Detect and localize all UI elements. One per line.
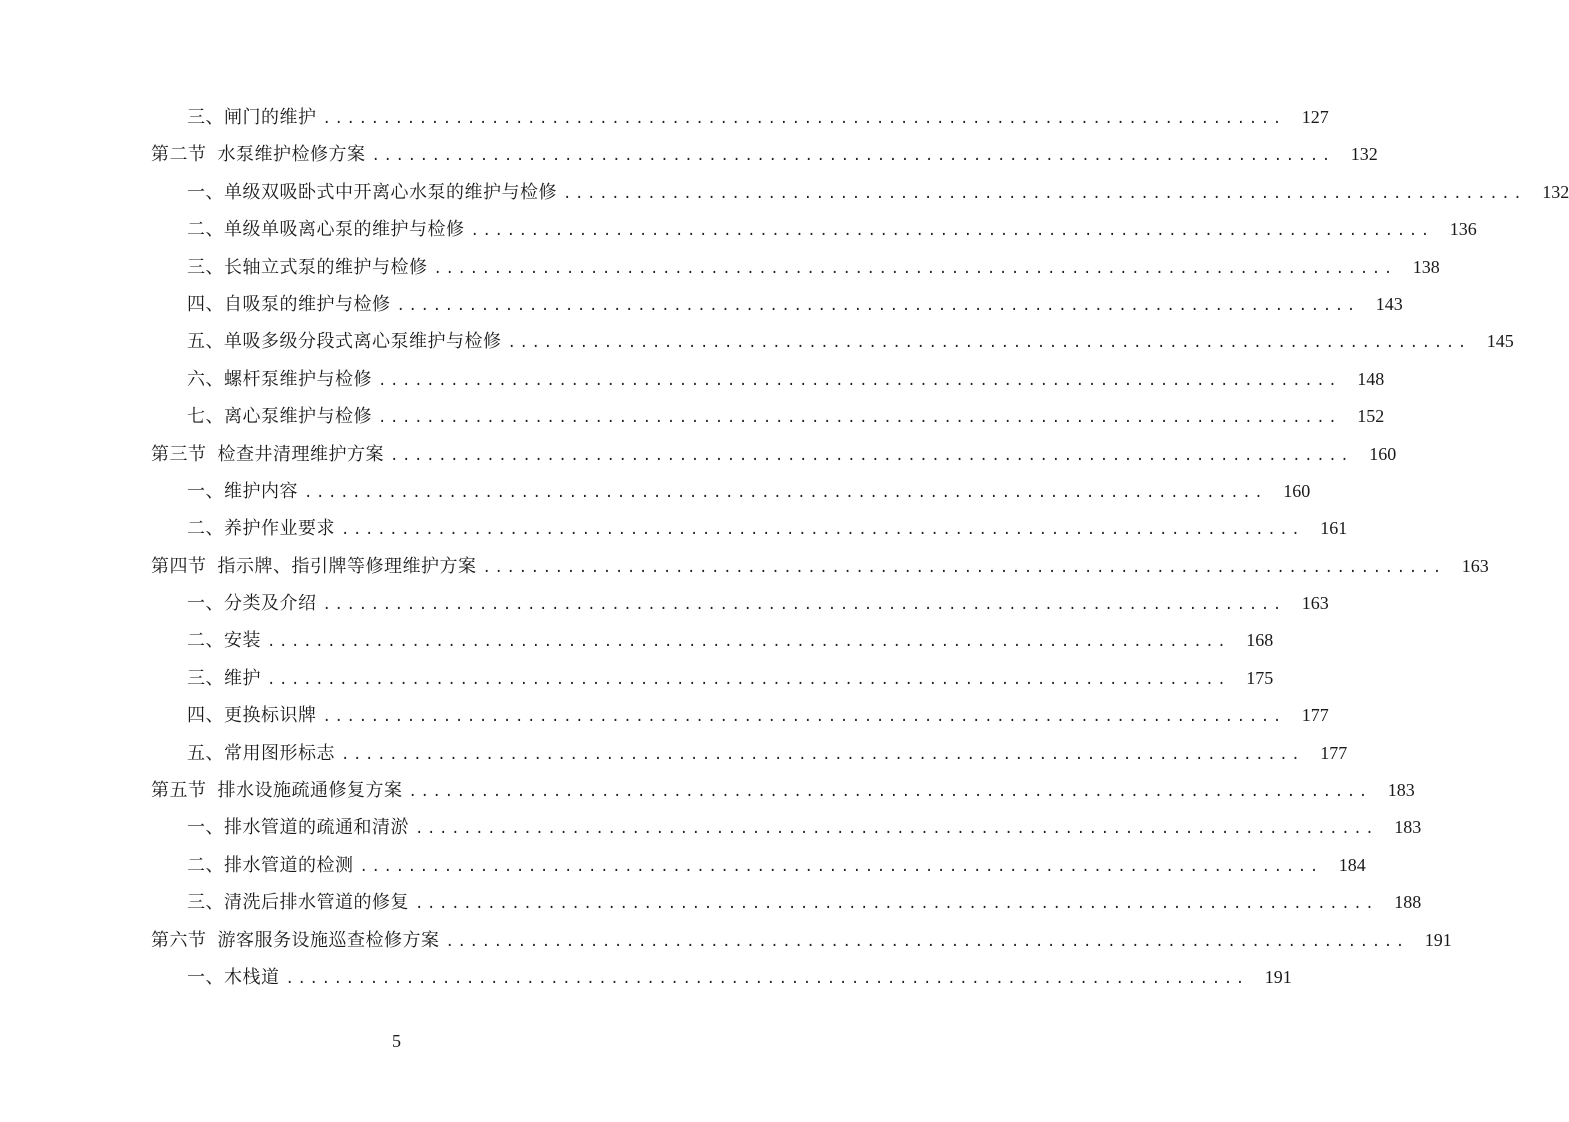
toc-dot-leader: ................................................................................ [267,671,1230,688]
toc-entry-title: 二、安装 [187,630,261,652]
toc-section-number: 第四节 [151,555,207,577]
toc-dot-leader: ................................................................................ [304,484,1267,501]
toc-entry-label [151,548,477,585]
toc-entry-title: 二、排水管道的检测 [187,854,354,876]
toc-dot-leader: ................................................................................ [415,821,1378,838]
toc-entry-label [187,361,372,398]
toc-subsection-entry[interactable] [0,361,1385,398]
toc-page-number: 160 [1369,443,1397,464]
toc-entry-title: 排水设施疏通修复方案 [217,780,403,802]
toc-entry-label [151,772,403,809]
toc-dot-leader: ................................................................................ [341,746,1304,763]
toc-page-number: 177 [1301,705,1329,726]
toc-page-number: 168 [1246,630,1274,651]
toc-page-number: 160 [1283,480,1311,501]
toc-page-number: 184 [1338,854,1366,875]
toc-subsection-entry[interactable] [0,585,1329,622]
toc-entry-title: 一、木栈道 [187,966,280,988]
toc-entry-title: 指示牌、指引牌等修理维护方案 [217,555,477,577]
toc-entry-title: 游客服务设施巡查检修方案 [217,929,440,951]
toc-entry-label [187,622,261,659]
toc-entry-title: 一、单级双吸卧式中开离心水泵的维护与检修 [187,181,557,203]
toc-dot-leader: ................................................................................ [378,372,1341,389]
toc-subsection-entry[interactable] [0,847,1366,884]
toc-entry-label [151,436,384,473]
toc-entry-title: 六、螺杆泵维护与检修 [187,368,372,390]
toc-subsection-entry[interactable] [0,622,1274,659]
toc-entry-title: 五、常用图形标志 [187,742,335,764]
toc-section-heading[interactable] [0,136,1378,173]
toc-entry-title: 五、单吸多级分段式离心泵维护与检修 [187,331,502,353]
toc-subsection-entry[interactable] [0,398,1385,435]
toc-page-number: 163 [1301,593,1329,614]
toc-entry-title: 四、自吸泵的维护与检修 [187,293,391,315]
toc-entry-label [187,884,409,921]
toc-dot-leader: ................................................................................ [341,522,1304,539]
toc-subsection-entry[interactable] [0,286,1403,323]
table-of-contents [0,99,1569,996]
toc-section-heading[interactable] [0,436,1397,473]
toc-page-number: 191 [1424,929,1452,950]
toc-section-number: 第六节 [151,929,207,951]
toc-page-number: 145 [1486,331,1514,352]
toc-dot-leader: ................................................................................ [433,260,1396,277]
toc-entry-title: 四、更换标识牌 [187,705,317,727]
toc-page-number: 191 [1264,966,1292,987]
toc-page-number: 152 [1357,406,1385,427]
toc-dot-leader: ................................................................................ [371,148,1334,165]
toc-entry-title: 三、维护 [187,667,261,689]
toc-page-number: 136 [1449,219,1477,240]
toc-dot-leader: ................................................................................ [322,709,1285,726]
toc-subsection-entry[interactable] [0,735,1348,772]
toc-subsection-entry[interactable] [0,473,1311,510]
toc-entry-title: 七、离心泵维护与检修 [187,406,372,428]
toc-dot-leader: ................................................................................ [507,335,1470,352]
toc-entry-title: 三、清洗后排水管道的修复 [187,892,409,914]
toc-subsection-entry[interactable] [0,323,1514,360]
toc-subsection-entry[interactable] [0,959,1292,996]
toc-entry-label [187,473,298,510]
toc-dot-leader: ................................................................................ [482,559,1445,576]
toc-entry-label [187,211,465,248]
toc-entry-title: 二、养护作业要求 [187,518,335,540]
toc-entry-label [187,735,335,772]
toc-subsection-entry[interactable] [0,174,1569,211]
toc-page-number: 163 [1461,555,1489,576]
toc-entry-label [187,585,317,622]
toc-subsection-entry[interactable] [0,510,1348,547]
toc-subsection-entry[interactable] [0,99,1329,136]
toc-dot-leader: ................................................................................ [378,410,1341,427]
toc-dot-leader: ................................................................................ [415,896,1378,913]
toc-entry-label [187,323,502,360]
toc-entry-label [187,398,372,435]
toc-subsection-entry[interactable] [0,884,1422,921]
toc-dot-leader: ................................................................................ [322,597,1285,614]
toc-entry-title: 水泵维护检修方案 [217,144,366,166]
toc-page-number: 183 [1394,817,1422,838]
toc-dot-leader: ................................................................................ [445,933,1408,950]
toc-dot-leader: ................................................................................ [390,447,1353,464]
toc-entry-label [187,660,261,697]
toc-entry-label [151,922,440,959]
toc-entry-label [187,286,391,323]
toc-entry-label [187,847,354,884]
toc-page-number: 148 [1357,368,1385,389]
toc-page-number: 161 [1320,518,1348,539]
toc-dot-leader: ................................................................................ [285,970,1248,987]
toc-page-number: 143 [1375,293,1403,314]
toc-subsection-entry[interactable] [0,809,1422,846]
toc-entry-label [187,697,317,734]
toc-entry-label [187,809,409,846]
toc-page-number: 132 [1542,181,1569,202]
toc-entry-title: 三、长轴立式泵的维护与检修 [187,256,428,278]
toc-section-number: 第二节 [151,144,207,166]
toc-page-number: 127 [1301,107,1329,127]
toc-entry-label [187,174,557,211]
toc-page-number: 188 [1394,892,1422,913]
toc-section-heading[interactable] [0,772,1415,809]
toc-subsection-entry[interactable] [0,697,1329,734]
toc-page-number: 132 [1350,144,1378,165]
toc-dot-leader: ................................................................................ [408,784,1371,801]
toc-entry-label [187,99,317,136]
toc-dot-leader: ................................................................................ [267,634,1230,651]
toc-page-number: 177 [1320,742,1348,763]
toc-page-number: 183 [1387,780,1415,801]
toc-entry-title: 一、分类及介绍 [187,593,317,615]
toc-dot-leader: ................................................................................ [563,185,1526,202]
toc-entry-label [151,136,366,173]
toc-section-heading[interactable] [0,922,1452,959]
toc-dot-leader: ................................................................................ [470,223,1433,240]
toc-subsection-entry[interactable] [0,249,1440,286]
toc-entry-label [187,510,335,547]
toc-dot-leader: ................................................................................ [359,858,1322,875]
toc-entry-title: 二、单级单吸离心泵的维护与检修 [187,219,465,241]
page-number: 5 [392,1031,401,1051]
toc-entry-label [187,249,428,286]
toc-subsection-entry[interactable] [0,660,1274,697]
toc-page-number: 175 [1246,667,1274,688]
toc-section-number: 第五节 [151,780,207,802]
toc-entry-label [187,959,280,996]
toc-entry-title: 三、闸门的维护 [187,107,317,128]
toc-page-number: 138 [1412,256,1440,277]
toc-dot-leader: ................................................................................ [322,111,1285,127]
toc-entry-title: 检查井清理维护方案 [217,443,384,465]
toc-subsection-entry[interactable] [0,211,1477,248]
toc-dot-leader: ................................................................................ [396,297,1359,314]
toc-section-heading[interactable] [0,548,1489,585]
toc-section-number: 第三节 [151,443,207,465]
toc-entry-title: 一、维护内容 [187,480,298,502]
toc-entry-title: 一、排水管道的疏通和清淤 [187,817,409,839]
